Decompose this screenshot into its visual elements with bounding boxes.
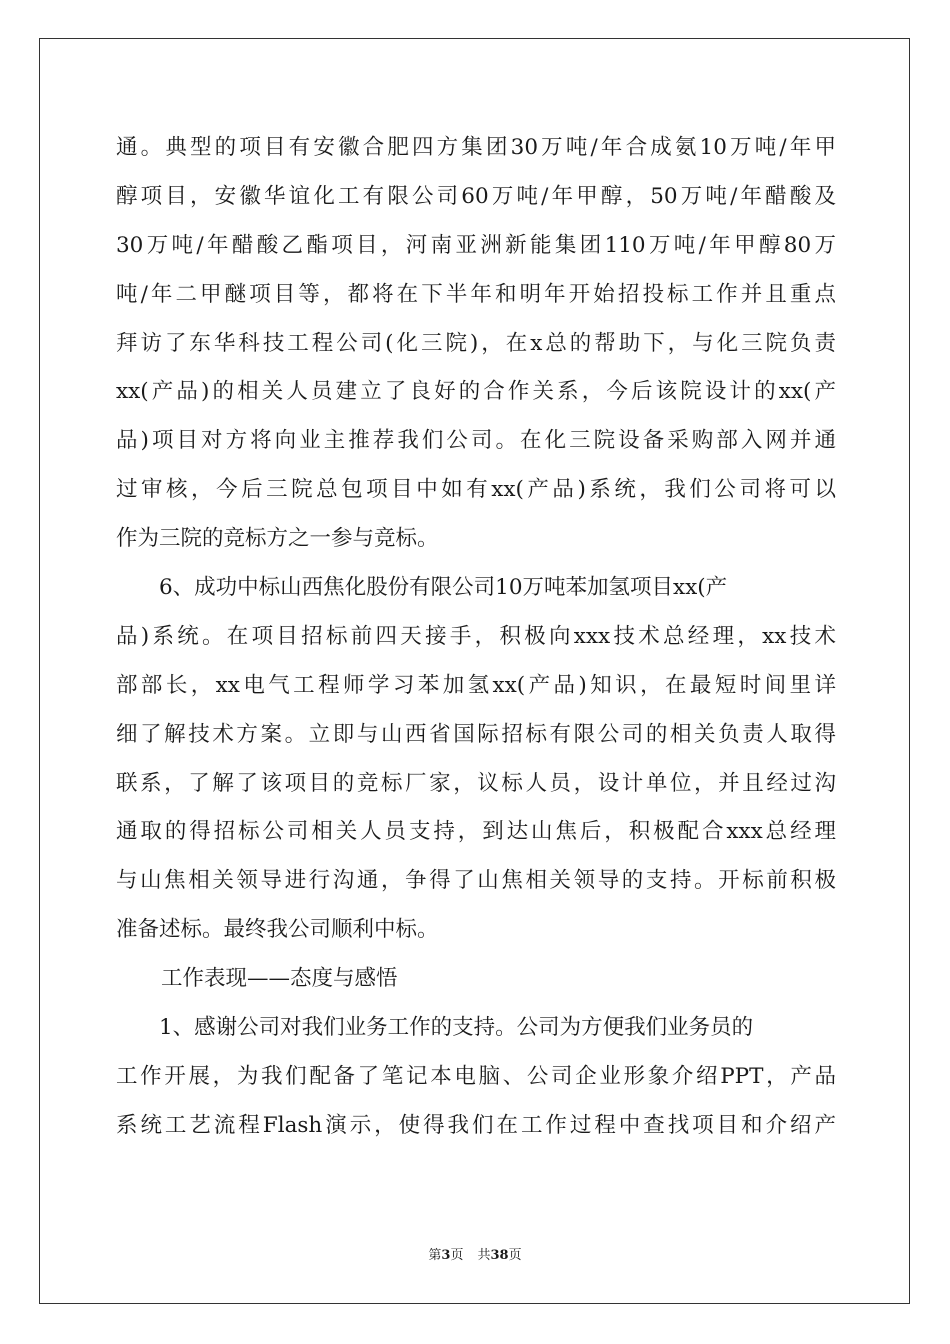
text-line: xx(产品)的相关人员建立了良好的合作关系，今后该院设计的xx(产: [116, 379, 836, 405]
text-line: 拜访了东华科技工程公司(化三院)，在x总的帮助下，与化三院负责: [116, 330, 836, 356]
section-heading: 工作表现——态度与感悟: [161, 966, 398, 992]
total-prefix: 共: [477, 1248, 491, 1263]
total-suffix: 页: [508, 1248, 522, 1263]
text-line: 工作开展，为我们配备了笔记本电脑、公司企业形象介绍PPT，产品: [116, 1063, 836, 1089]
text-line: 细了解技术方案。立即与山西省国际招标有限公司的相关负责人取得: [116, 721, 836, 747]
text-line: 吨/年二甲醚项目等，都将在下半年和明年开始招投标工作并且重点: [116, 281, 836, 307]
total-pages: 38: [490, 1248, 509, 1263]
page-footer: [0, 1244, 950, 1263]
page-number: 3: [441, 1248, 451, 1263]
document-body: [116, 124, 836, 1151]
text-line: 与山焦相关领导进行沟通，争得了山焦相关领导的支持。开标前积极: [116, 868, 836, 894]
text-line: 品)系统。在项目招标前四天接手，积极向xxx技术总经理，xx技术: [116, 623, 836, 649]
page-suffix: 页: [450, 1248, 464, 1263]
text-line: 醇项目，安徽华谊化工有限公司60万吨/年甲醇，50万吨/年醋酸及: [116, 183, 836, 209]
text-line: 通取的得招标公司相关人员支持，到达山焦后，积极配合xxx总经理: [116, 819, 836, 845]
text-line: 1、感谢公司对我们业务工作的支持。公司为方便我们业务员的: [159, 1015, 754, 1041]
text-line: 联系，了解了该项目的竞标厂家，议标人员，设计单位，并且经过沟: [116, 770, 836, 796]
text-line: 6、成功中标山西焦化股份有限公司10万吨苯加氢项目xx(产: [159, 575, 728, 601]
text-line: 通。典型的项目有安徽合肥四方集团30万吨/年合成氨10万吨/年甲: [116, 135, 836, 160]
text-line: 作为三院的竞标方之一参与竞标。: [116, 526, 439, 552]
text-line: 30万吨/年醋酸乙酯项目，河南亚洲新能集团110万吨/年甲醇80万: [116, 232, 836, 258]
text-line: 系统工艺流程Flash演示，使得我们在工作过程中查找项目和介绍产: [116, 1112, 836, 1138]
text-line: 部部长，xx电气工程师学习苯加氢xx(产品)知识，在最短时间里详: [116, 672, 836, 698]
text-line: 品)项目对方将向业主推荐我们公司。在化三院设备采购部入网并通: [116, 428, 836, 454]
text-line: 过审核，今后三院总包项目中如有xx(产品)系统，我们公司将可以: [116, 477, 836, 503]
text-line: 准备述标。最终我公司顺利中标。: [116, 917, 439, 943]
page-prefix: 第: [428, 1248, 442, 1263]
